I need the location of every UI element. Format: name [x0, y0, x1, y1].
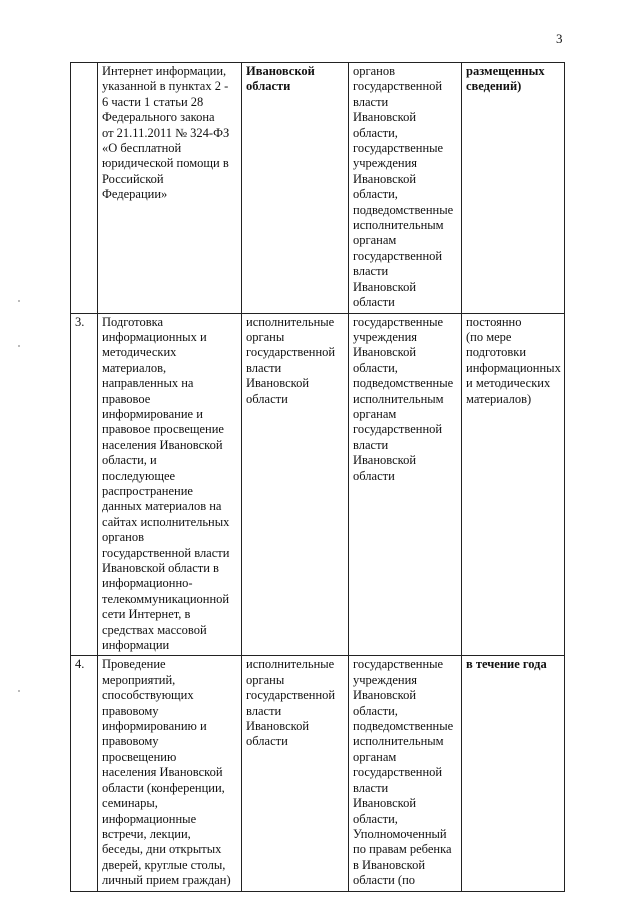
responsible-text: исполнительные органы государственной власти Ивановской области [246, 657, 336, 749]
participants-cell [349, 313, 462, 656]
scan-artifact [18, 690, 20, 692]
deadline-cell [462, 63, 565, 314]
deadline-text: размещенных сведений) [466, 64, 545, 94]
participants-text: органов государственной власти Ивановской области, государственные учреждения Ивановской области, подведомственные исполнительным органам государственной власти Ивановской области [353, 64, 454, 310]
activity-text: Подготовка информационных и методических материалов, направленных на правовое информирование и правовое просвещение населения Ивановской области, и последующее распространение данных материалов на сайтах исполнительных органов государственной власти Ивановской области в информационно- телекоммуникационной сети Интернет, в средствах массовой информации [102, 314, 230, 653]
activity-cell [98, 313, 242, 656]
responsible-cell [242, 63, 349, 314]
deadline-cell [462, 656, 565, 891]
activity-text: Проведение мероприятий, способствующих правовому информированию и правовому просвещению населения Ивановской области (конференции, семинары, информационные встречи, лекции, беседы, дни открытых дверей, круглые столы, личный прием граждан) [102, 657, 231, 888]
deadline-cell [462, 313, 565, 656]
row-number-cell [71, 656, 98, 891]
row-number: 3. [75, 314, 85, 329]
responsible-cell [242, 656, 349, 891]
page-number: 3 [556, 31, 563, 46]
activities-table [70, 62, 565, 892]
row-number-cell [71, 313, 98, 656]
deadline-text: постоянно (по мере подготовки информационных и методических материалов) [466, 314, 561, 406]
deadline-text: в течение года [466, 657, 547, 672]
scan-artifact [18, 345, 20, 347]
activity-text: Интернет информации, указанной в пунктах 2 - 6 части 1 статьи 28 Федерального закона от 21.11.2011 № 324-ФЗ «О бесплатной юридической помощи в Российской Федерации» [102, 64, 230, 202]
participants-text: государственные учреждения Ивановской области, подведомственные исполнительным органам государственной власти Ивановской области, Уполномоченный по правам ребенка в Ивановской области (по [353, 657, 454, 888]
row-number-cell [71, 63, 98, 314]
participants-cell [349, 656, 462, 891]
table-row [71, 313, 565, 656]
responsible-text: исполнительные органы государственной власти Ивановской области [246, 314, 336, 406]
responsible-text: Ивановской области [246, 64, 315, 94]
table-row [71, 656, 565, 891]
responsible-cell [242, 313, 349, 656]
row-number: 4. [75, 657, 85, 672]
activity-cell [98, 656, 242, 891]
participants-cell [349, 63, 462, 314]
participants-text: государственные учреждения Ивановской области, подведомственные исполнительным органам государственной власти Ивановской области [353, 314, 454, 483]
scan-artifact [18, 300, 20, 302]
table-row [71, 63, 565, 314]
activity-cell [98, 63, 242, 314]
